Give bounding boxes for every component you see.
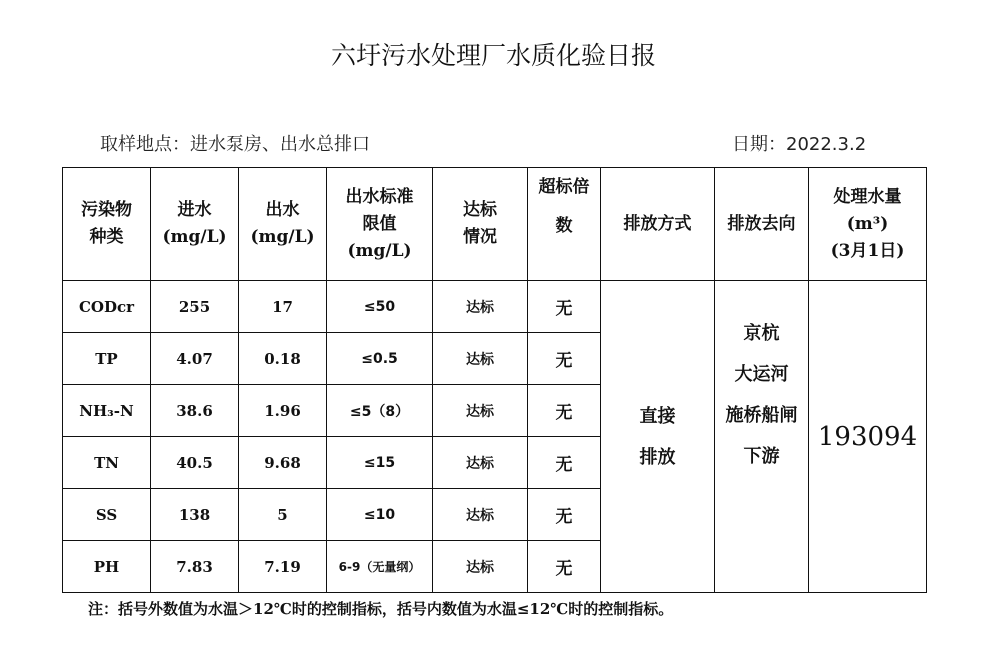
header-pollutant [63, 168, 151, 281]
pollutant-cell: PH [63, 541, 151, 593]
pollutant-cell: SS [63, 489, 151, 541]
header-text: 出水标准 [345, 186, 414, 207]
effluent-cell: 1.96 [239, 385, 327, 437]
discharge-mode-cell [601, 281, 715, 593]
header-text: 情况 [463, 227, 497, 247]
header-volume [809, 168, 927, 281]
discharge-dest-text: 京杭 [743, 323, 780, 344]
header-compliance [433, 168, 528, 281]
effluent-cell: 7.19 [239, 541, 327, 593]
limit-cell: ≤0.5 [327, 333, 433, 385]
compliance-cell: 达标 [433, 333, 528, 385]
pollutant-cell: CODcr [63, 281, 151, 333]
header-text: 污染物 [81, 200, 132, 220]
exceed-cell: 无 [528, 489, 601, 541]
limit-cell: ≤10 [327, 489, 433, 541]
exceed-cell: 无 [528, 385, 601, 437]
header-text: 种类 [89, 227, 124, 247]
report-title: 六圩污水处理厂水质化验日报 [330, 41, 656, 70]
influent-cell: 255 [151, 281, 239, 333]
header-discharge-dest: 排放去向 [715, 168, 809, 281]
header-text: (mg/L) [250, 227, 315, 247]
header-text: 限值 [362, 213, 397, 234]
header-text: (3月1日) [830, 240, 905, 261]
footnote: 注：括号外数值为水温＞12℃时的控制指标，括号内数值为水温≤12℃时的控制指标。 [88, 600, 674, 618]
header-discharge-mode: 排放方式 [601, 168, 715, 281]
header-exceed [528, 168, 601, 281]
volume-cell: 193094 [809, 281, 927, 593]
discharge-dest-text: 大运河 [734, 364, 789, 385]
header-limit [327, 168, 433, 281]
effluent-cell: 0.18 [239, 333, 327, 385]
header-text: (mg/L) [162, 227, 227, 247]
compliance-cell: 达标 [433, 385, 528, 437]
table-row [63, 281, 927, 333]
influent-cell: 38.6 [151, 385, 239, 437]
header-influent [151, 168, 239, 281]
header-text: 数 [555, 216, 573, 236]
effluent-cell: 5 [239, 489, 327, 541]
header-text: 出水 [265, 200, 300, 220]
influent-cell: 40.5 [151, 437, 239, 489]
effluent-cell: 17 [239, 281, 327, 333]
header-text: 超标倍 [538, 177, 590, 197]
header-text: (m³) [846, 213, 889, 234]
compliance-cell: 达标 [433, 541, 528, 593]
compliance-cell: 达标 [433, 281, 528, 333]
exceed-cell: 无 [528, 333, 601, 385]
limit-cell: 6-9（无量纲） [327, 541, 433, 593]
report-date: 日期：2022.3.2 [732, 134, 867, 155]
influent-cell: 7.83 [151, 541, 239, 593]
exceed-cell: 无 [528, 281, 601, 333]
pollutant-cell: NH₃-N [63, 385, 151, 437]
discharge-dest-text: 下游 [743, 446, 780, 467]
discharge-dest-cell [715, 281, 809, 593]
sampling-location: 取样地点：进水泵房、出水总排口 [100, 134, 370, 155]
influent-cell: 138 [151, 489, 239, 541]
pollutant-cell: TP [63, 333, 151, 385]
discharge-mode-text: 直接 [639, 405, 676, 427]
compliance-cell: 达标 [433, 437, 528, 489]
effluent-cell: 9.68 [239, 437, 327, 489]
compliance-cell: 达标 [433, 489, 528, 541]
limit-cell: ≤15 [327, 437, 433, 489]
exceed-cell: 无 [528, 437, 601, 489]
water-quality-table [62, 167, 927, 593]
header-effluent [239, 168, 327, 281]
limit-cell: ≤5（8） [327, 385, 433, 437]
header-text: 达标 [463, 200, 497, 220]
discharge-mode-text: 排放 [639, 446, 676, 468]
header-text: 处理水量 [833, 186, 902, 207]
discharge-dest-text: 施桥船闸 [725, 405, 798, 426]
header-text: 进水 [177, 200, 212, 220]
header-row [63, 168, 927, 281]
exceed-cell: 无 [528, 541, 601, 593]
pollutant-cell: TN [63, 437, 151, 489]
influent-cell: 4.07 [151, 333, 239, 385]
header-text: (mg/L) [347, 240, 412, 261]
limit-cell: ≤50 [327, 281, 433, 333]
